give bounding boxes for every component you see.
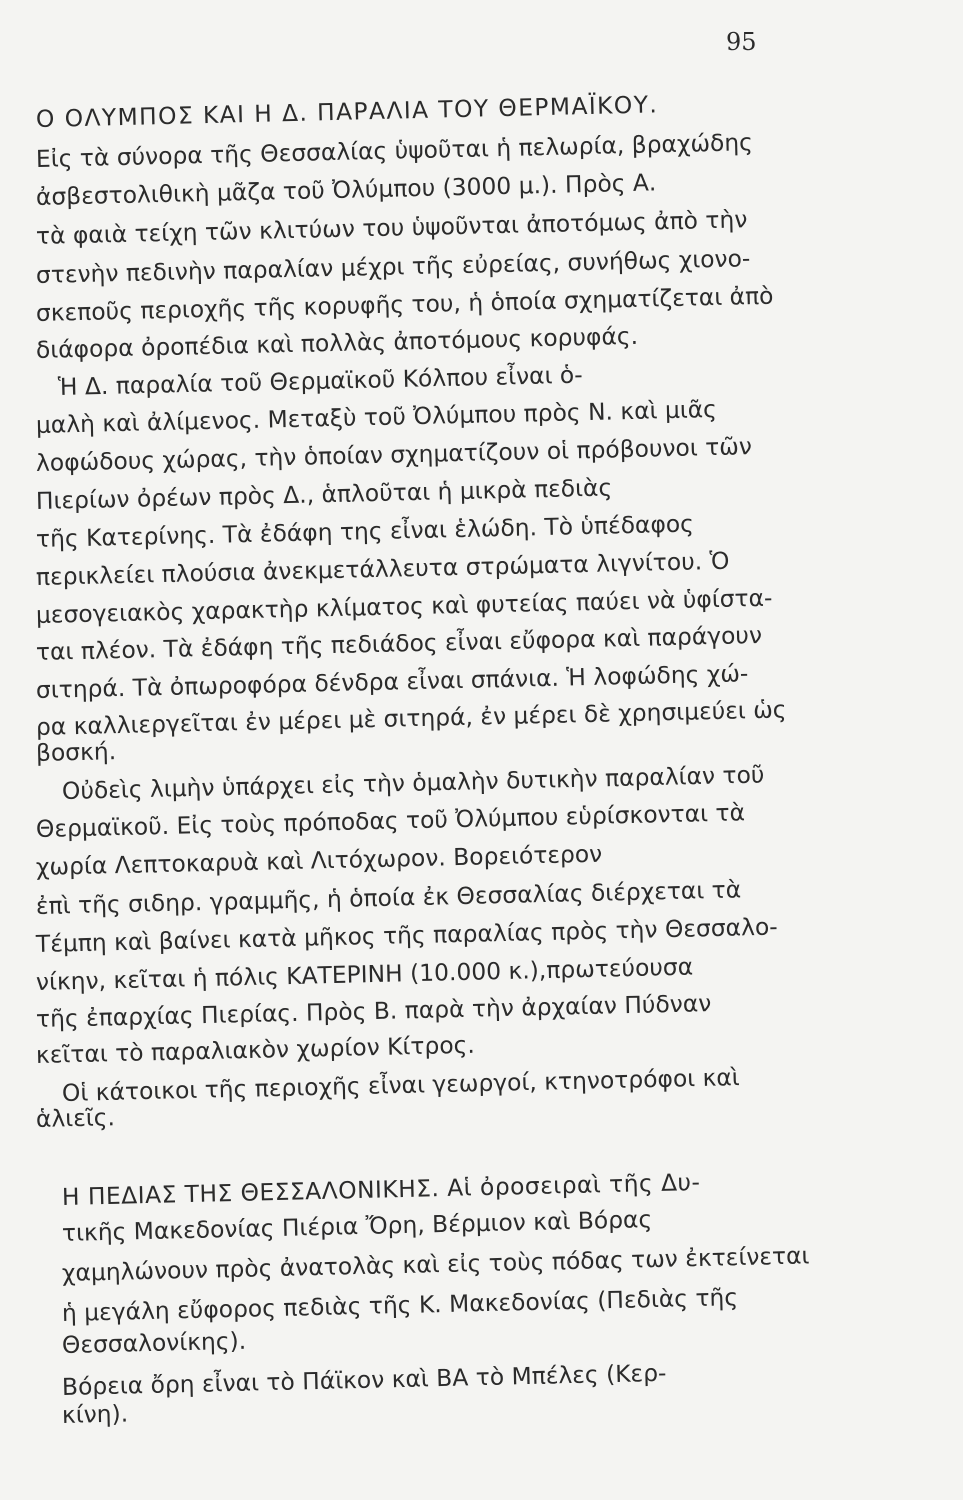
text-line: χωρία Λεπτοκαρυὰ καὶ Λιτόχωρον. Βορειότερον xyxy=(35,839,603,881)
text-line: τῆς ἐπαρχίας Πιερίας. Πρὸς Β. παρὰ τὴν ἀρχαίαν Πύδναν xyxy=(35,989,712,1033)
text-line: κίνη). xyxy=(61,1399,129,1429)
text-line: μεσογειακὸς χαρακτὴρ κλίματος καὶ φυτείας παύει νὰ ὑφίστα- xyxy=(35,583,773,629)
text-line: νίκην, κεῖται ἡ πόλις ΚΑΤΕΡΙΝΗ (10.000 κ.),πρωτεύουσα xyxy=(35,952,694,996)
text-line: Τέμπη καὶ βαίνει κατὰ μῆκος τῆς παραλίας πρὸς τὴν Θεσσαλο- xyxy=(35,912,778,958)
text-line: χαμηλώνουν πρὸς ἀνατολὰς καὶ εἰς τοὺς πόδας των ἐκτείνεται xyxy=(61,1241,810,1287)
text-line: στενὴν πεδινὴν παραλίαν μέχρι τῆς εὐρείας, συνήθως χιονο- xyxy=(35,244,751,289)
text-line: Βόρεια ὄρη εἶναι τὸ Πάϊκον καὶ ΒΑ τὸ Μπέλες (Κερ- xyxy=(61,1358,667,1401)
text-line: λοφώδους χώρας, τὴν ὁποίαν σχηματίζουν οἱ πρόβουνοι τῶν xyxy=(35,432,753,477)
section-heading-olympus: Ο ΟΛΥΜΠΟΣ ΚΑΙ Η Δ. ΠΑΡΑΛΙΑ ΤΟΥ ΘΕΡΜΑΪΚΟΥ. xyxy=(35,90,659,133)
text-line: Οὐδεὶς λιμὴν ὑπάρχει εἰς τὴν ὁμαλὴν δυτικὴν παραλίαν τοῦ xyxy=(61,760,765,805)
text-line: ἡ μεγάλη εὔφορος πεδιὰς τῆς Κ. Μακεδονίας (Πεδιὰς τῆς xyxy=(61,1283,739,1327)
text-line: ρα καλλιεργεῖται ἐν μέρει μὲ σιτηρά, ἐν μέρει δὲ χρησιμεύει ὡς xyxy=(35,695,787,741)
text-line: Θεσσαλονίκης). xyxy=(61,1326,247,1359)
text-line: τικῆς Μακεδονίας Πιέρια Ὄρη, Βέρμιον καὶ Βόρας xyxy=(61,1205,653,1247)
text-line: μαλὴ καὶ ἀλίμενος. Μεταξὺ τοῦ Ὀλύμπου πρὸς Ν. καὶ μιᾶς xyxy=(35,394,718,439)
text-line: Οἱ κάτοικοι τῆς περιοχῆς εἶναι γεωργοί, κτηνοτρόφοι καὶ xyxy=(61,1063,741,1107)
section-heading-thessaloniki: Η ΠΕΔΙΑΣ ΤΗΣ ΘΕΣΣΑΛΟΝΙΚΗΣ. Αἱ ὀροσειραὶ τῆς Δυ- xyxy=(61,1167,701,1211)
text-line: σιτηρά. Τὰ ὀπωροφόρα δένδρα εἶναι σπάνια. Ἡ λοφώδης χώ- xyxy=(35,659,749,704)
text-line: τὰ φαιὰ τείχη τῶν κλιτύων του ὑψοῦνται ἀποτόμως ἀπὸ τὴν xyxy=(35,205,748,250)
text-line: Ἡ Δ. παραλία τοῦ Θερμαϊκοῦ Κόλπου εἶναι ὁ- xyxy=(57,360,583,401)
text-line: διάφορα ὀροπέδια καὶ πολλὰς ἀποτόμους κορυφάς. xyxy=(35,321,639,364)
text-line: περικλείει πλούσια ἀνεκμετάλλευτα στρώματα λιγνίτου. Ὁ xyxy=(35,546,730,591)
text-line: ἁλιεῖς. xyxy=(35,1103,116,1133)
text-line: Θερμαϊκοῦ. Εἰς τοὺς πρόποδας τοῦ Ὀλύμπου εὑρίσκονται τὰ xyxy=(35,798,746,843)
text-line: ἐπὶ τῆς σιδηρ. γραμμῆς, ἡ ὁποία ἐκ Θεσσαλίας διέρχεται τὰ xyxy=(35,875,742,920)
text-line: ἀσβεστολιθικὴ μᾶζα τοῦ Ὀλύμπου (3000 μ.). Πρὸς Α. xyxy=(35,168,657,211)
page-number: 95 xyxy=(726,28,757,56)
text-line: Εἰς τὰ σύνορα τῆς Θεσσαλίας ὑψοῦται ἡ πελωρία, βραχώδης xyxy=(35,128,754,173)
text-line: ται πλέον. Τὰ ἐδάφη τῆς πεδιάδος εἶναι εὔφορα καὶ παράγουν xyxy=(35,620,763,666)
text-line: κεῖται τὸ παραλιακὸν χωρίον Κίτρος. xyxy=(35,1030,476,1069)
text-line: Πιερίων ὀρέων πρὸς Δ., ἁπλοῦται ἡ μικρὰ πεδιὰς xyxy=(35,473,613,515)
text-line: σκεποῦς περιοχῆς τῆς κορυφῆς του, ἡ ὁποία σχηματίζεται ἀπὸ xyxy=(35,281,774,327)
text-line: τῆς Κατερίνης. Τὰ ἐδάφη της εἶναι ἑλώδη. Τὸ ὑπέδαφος xyxy=(35,509,695,553)
text-line: βοσκή. xyxy=(35,737,117,767)
